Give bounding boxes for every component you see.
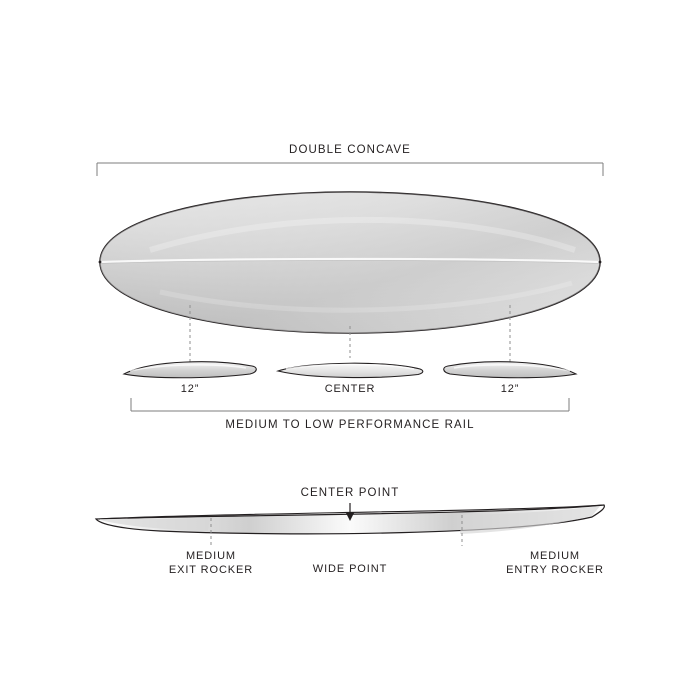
label-entry-rocker [440, 549, 670, 577]
label-performance-rail: MEDIUM TO LOW PERFORMANCE RAIL [225, 419, 475, 431]
label-center-point: CENTER POINT [300, 487, 400, 499]
label-section-center: CENTER [324, 383, 376, 395]
cross-section-center [278, 363, 423, 377]
label-wide-point: WIDE POINT [312, 563, 388, 575]
label-exit-rocker-line2: EXIT ROCKER [168, 564, 254, 576]
cross-section-right [444, 362, 576, 378]
label-exit-rocker-line1: MEDIUM [185, 550, 236, 562]
label-entry-rocker-line2: ENTRY ROCKER [506, 564, 604, 576]
label-section-left: 12” [180, 383, 200, 395]
top-bracket [97, 163, 603, 176]
label-entry-rocker-line1: MEDIUM [529, 550, 580, 562]
rail-bracket [131, 398, 569, 411]
label-double-concave: DOUBLE CONCAVE [289, 144, 411, 156]
label-section-right: 12” [500, 383, 520, 395]
board-plan-outline [99, 192, 602, 333]
cross-section-left [124, 362, 256, 378]
